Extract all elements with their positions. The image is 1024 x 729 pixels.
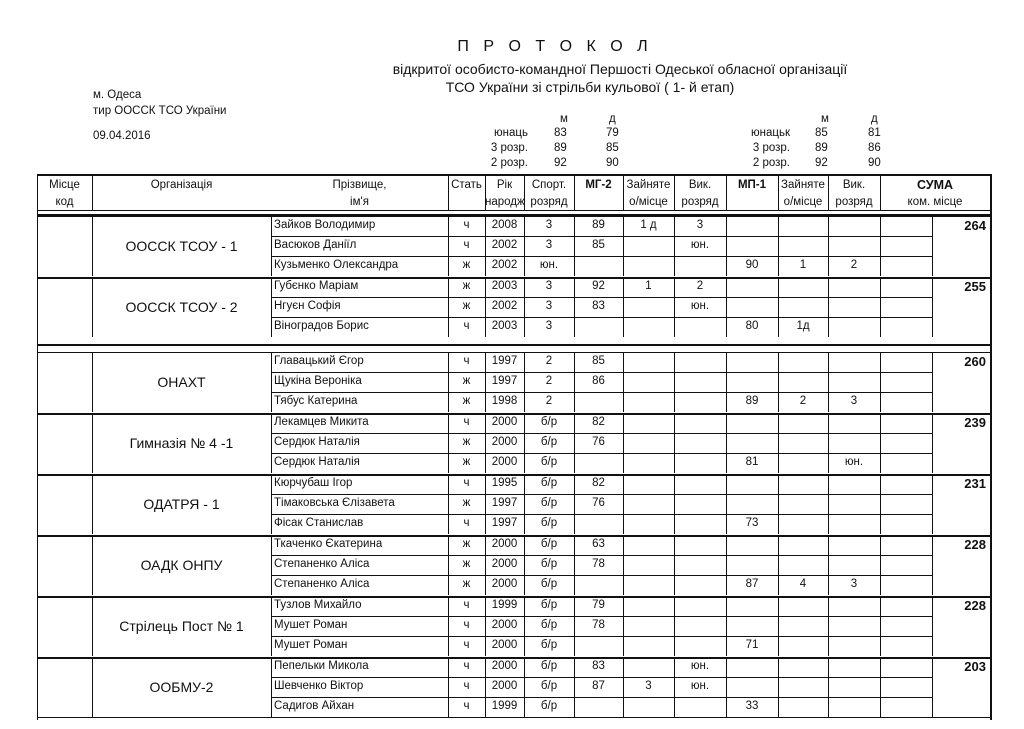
cell-year: 1998	[491, 395, 518, 407]
norm-right-d: 90	[868, 157, 881, 169]
row-col-line	[828, 596, 829, 656]
group-col-line	[271, 474, 272, 534]
cell-r1: юн.	[690, 300, 710, 312]
header-rank-mp1-line2: розряд	[835, 196, 873, 208]
cell-rank: б/р	[540, 660, 558, 672]
header-place-mp1-line2: о/місце	[783, 196, 823, 208]
cell-sex: ч	[463, 517, 470, 529]
header-col-line	[828, 174, 829, 210]
cell-year: 2002	[491, 259, 518, 271]
cell-rank: б/р	[540, 436, 558, 448]
cell-r1: 3	[696, 219, 704, 231]
participant-name: Зайков Володимир	[274, 219, 376, 231]
header-col-line	[623, 174, 624, 210]
norm-right-label: 3 розр.	[752, 142, 790, 154]
cell-year: 1997	[491, 497, 518, 509]
cell-r1: юн.	[690, 660, 710, 672]
cell-rank: 3	[545, 219, 553, 231]
cell-mp1: 80	[745, 320, 759, 332]
cell-sex: ч	[463, 219, 470, 231]
cell-mg2: 85	[592, 239, 605, 251]
norm-left-label: юнаць	[494, 127, 528, 139]
norm-right-label: юнацьк	[751, 127, 790, 139]
team-org: Гимназія № 4 -1	[129, 435, 234, 451]
norm-right-label: 2 розр.	[752, 157, 790, 169]
document-title: П Р О Т О К О Л	[457, 38, 653, 55]
participant-name: Пепельки Микола	[274, 660, 369, 672]
team-sum: 231	[964, 476, 986, 491]
group-col-line	[271, 657, 272, 717]
cell-r2: юн.	[844, 456, 864, 468]
cell-rank: 3	[545, 300, 553, 312]
cell-mg2: 83	[592, 660, 605, 672]
cell-mg2: 92	[592, 280, 605, 292]
team-sum: 260	[964, 354, 986, 369]
norm-right-d: 81	[868, 127, 881, 139]
row-col-line	[828, 277, 829, 337]
header-col-line	[524, 174, 525, 210]
cell-p2: 1	[799, 259, 807, 271]
cell-sex: ч	[463, 700, 470, 712]
cell-rank: б/р	[540, 497, 558, 509]
norm-left-col-m: м	[560, 113, 568, 125]
cell-rank: б/р	[540, 558, 558, 570]
row-col-line	[674, 413, 675, 473]
participant-name: Фісак Станислав	[274, 517, 364, 529]
cell-year: 1999	[491, 599, 518, 611]
row-line	[271, 636, 932, 637]
table-top-border	[37, 174, 990, 176]
row-col-line	[623, 535, 624, 595]
row-col-line	[674, 596, 675, 656]
row-line	[271, 677, 932, 678]
table-bottom-line	[37, 717, 990, 718]
row-col-line	[828, 474, 829, 534]
cell-mg2: 87	[592, 680, 605, 692]
group-top-line	[37, 277, 990, 279]
table-left-border	[37, 174, 38, 720]
cell-year: 2002	[491, 300, 518, 312]
norm-right-m: 85	[815, 127, 828, 139]
row-line	[271, 453, 932, 454]
header-col-line	[574, 174, 575, 210]
team-org: Стрілець Пост № 1	[119, 618, 244, 634]
group-top-line	[37, 413, 990, 415]
cell-year: 2002	[491, 239, 518, 251]
header-name-line2: ім'я	[350, 196, 369, 208]
group-top-line	[37, 216, 990, 217]
row-line	[271, 297, 932, 298]
table-right-border	[990, 174, 992, 720]
participant-name: Тімаковська Єлізавета	[274, 497, 395, 509]
header-sum-line1: СУМА	[916, 178, 954, 192]
cell-rank: б/р	[540, 456, 558, 468]
cell-sex: ж	[462, 280, 471, 292]
group-col-line	[271, 596, 272, 656]
cell-sex: ч	[463, 660, 470, 672]
cell-sex: ж	[462, 259, 471, 271]
cell-year: 2003	[491, 320, 518, 332]
participant-name: Мушет Роман	[274, 619, 348, 631]
cell-rank: б/р	[540, 477, 558, 489]
group-top-line	[37, 657, 990, 659]
group-top-line	[37, 535, 990, 537]
cell-sex: ч	[463, 320, 470, 332]
cell-p2: 2	[799, 395, 807, 407]
cell-sex: ч	[463, 416, 470, 428]
cell-rank: б/р	[540, 578, 558, 590]
cell-year: 1997	[491, 375, 518, 387]
participant-name: Кузьменко Олександра	[274, 259, 399, 271]
row-line	[271, 236, 932, 237]
participant-name: Главацький Єгор	[274, 355, 364, 367]
team-org: ОДАТРЯ - 1	[143, 496, 220, 512]
cell-sex: ж	[462, 497, 471, 509]
cell-rank: 2	[545, 375, 553, 387]
cell-sex: ж	[462, 456, 471, 468]
cell-rank: б/р	[540, 619, 558, 631]
header-col-line	[485, 174, 486, 210]
cell-sex: ч	[463, 619, 470, 631]
participant-name: Тузлов Михайло	[274, 599, 362, 611]
header-rank-line1: Спорт.	[531, 179, 567, 191]
cell-mp1: 71	[745, 639, 759, 651]
team-sum: 203	[964, 659, 986, 674]
participant-name: Щукіна Вероніка	[274, 375, 362, 387]
group-top-line	[37, 596, 990, 598]
row-col-line	[623, 413, 624, 473]
cell-rank: 2	[545, 355, 553, 367]
cell-year: 2000	[491, 680, 518, 692]
cell-p2: 4	[799, 578, 807, 590]
row-col-line	[674, 535, 675, 595]
cell-year: 2000	[491, 558, 518, 570]
cell-rank: б/р	[540, 680, 558, 692]
cell-sex: ж	[462, 578, 471, 590]
cell-rank: 3	[545, 239, 553, 251]
cell-r2: 2	[850, 259, 858, 271]
cell-mp1: 87	[745, 578, 759, 590]
norm-left-m: 83	[554, 127, 567, 139]
team-org: ООССК ТСОУ - 2	[125, 299, 238, 315]
row-line	[271, 555, 932, 556]
participant-name: Віноградов Борис	[274, 320, 369, 332]
cell-sex: ч	[463, 477, 470, 489]
cell-year: 1999	[491, 700, 518, 712]
participant-name: Васюков Даніїл	[274, 239, 357, 251]
cell-rank: б/р	[540, 517, 558, 529]
norm-right-col-m: м	[821, 113, 829, 125]
separator-line	[37, 344, 990, 346]
participant-name: Садигов Айхан	[274, 700, 355, 712]
cell-year: 2000	[491, 456, 518, 468]
city: м. Одеса	[93, 89, 142, 101]
header-rank-mg2-line2: розряд	[681, 196, 719, 208]
cell-sex: ч	[463, 355, 470, 367]
document-subtitle-line2: ТСО України зі стрільби кульової ( 1- й етап)	[445, 79, 735, 95]
header-org: Організація	[150, 179, 213, 191]
row-line	[271, 372, 932, 373]
norm-right-m: 92	[815, 157, 828, 169]
cell-rank: 3	[545, 320, 553, 332]
cell-year: 2000	[491, 436, 518, 448]
cell-mp1: 89	[745, 395, 759, 407]
cell-mg2: 86	[592, 375, 605, 387]
header-year-line1: Рік	[496, 179, 513, 191]
header-rank-mg2-line1: Вик.	[688, 179, 712, 191]
cell-r1: 2	[696, 280, 704, 292]
cell-mg2: 83	[592, 300, 605, 312]
header-rank-mp1-line1: Вик.	[842, 179, 866, 191]
participant-name: Шевченко Віктор	[274, 680, 364, 692]
participant-name: Степаненко Аліса	[274, 578, 370, 590]
cell-p1: 1	[645, 280, 652, 292]
participant-name: Нгуєн Софія	[274, 300, 341, 312]
cell-mg2: 76	[592, 436, 605, 448]
cell-year: 2008	[491, 219, 518, 231]
cell-year: 1995	[491, 477, 518, 489]
cell-year: 2000	[491, 578, 518, 590]
norm-left-m: 92	[554, 157, 567, 169]
cell-p1: 3	[645, 680, 652, 692]
header-place-line2: код	[55, 196, 74, 208]
cell-year: 2000	[491, 639, 518, 651]
cell-r2: 3	[850, 578, 858, 590]
group-col-line	[271, 277, 272, 337]
header-col-line	[674, 174, 675, 210]
header-mp1: МП-1	[737, 179, 767, 191]
group-top-line	[37, 352, 990, 353]
cell-year: 1997	[491, 355, 518, 367]
cell-sex: ч	[463, 639, 470, 651]
row-line	[271, 616, 932, 617]
group-col-line	[271, 216, 272, 276]
header-place-mg2-line2: о/місце	[629, 196, 668, 208]
cell-sex: ч	[463, 680, 470, 692]
row-line	[271, 433, 932, 434]
cell-mp1: 81	[745, 456, 759, 468]
norm-right-col-d: д	[871, 113, 878, 125]
cell-sex: ж	[462, 300, 471, 312]
header-col-line	[778, 174, 779, 210]
cell-mg2: 76	[592, 497, 605, 509]
norm-left-m: 89	[554, 142, 567, 154]
row-line	[271, 697, 932, 698]
cell-r1: юн.	[690, 239, 710, 251]
results-table	[37, 174, 990, 720]
cell-rank: б/р	[540, 416, 558, 428]
cell-rank: б/р	[540, 700, 558, 712]
cell-mg2: 79	[592, 599, 605, 611]
row-col-line	[623, 474, 624, 534]
row-col-line	[623, 596, 624, 656]
cell-mg2: 85	[592, 355, 605, 367]
row-col-line	[828, 657, 829, 717]
row-col-line	[623, 352, 624, 412]
date: 09.04.2016	[93, 130, 151, 142]
cell-rank: б/р	[540, 639, 558, 651]
header-sex: Стать	[451, 179, 482, 191]
cell-rank: 3	[545, 280, 553, 292]
cell-rank: юн.	[539, 259, 559, 271]
norm-left-col-d: д	[609, 113, 616, 125]
header-place-line1: Місце	[49, 179, 80, 191]
team-org: ООБМУ-2	[149, 679, 214, 695]
group-col-line	[271, 413, 272, 473]
participant-name: Кюрчубаш Ігор	[274, 477, 353, 489]
header-col-line	[726, 174, 727, 210]
row-line	[271, 575, 932, 576]
cell-year: 2000	[491, 538, 518, 550]
cell-rank: б/р	[540, 538, 558, 550]
norm-left-label: 2 розр.	[490, 157, 528, 169]
venue: тир ООССК ТСО України	[93, 105, 227, 117]
cell-rank: б/р	[540, 599, 558, 611]
cell-mg2: 82	[592, 416, 605, 428]
row-line	[271, 392, 932, 393]
participant-name: Сердюк Наталія	[274, 436, 360, 448]
header-place-mg2-line1: Зайняте	[626, 179, 671, 191]
team-org: ООССК ТСОУ - 1	[125, 238, 238, 254]
participant-name: Степаненко Аліса	[274, 558, 370, 570]
row-col-line	[778, 413, 779, 473]
row-line	[271, 494, 932, 495]
header-rank-line2: розряд	[530, 196, 568, 208]
document-subtitle-line1: відкритої особисто-командної Першості Одеської обласної організації	[392, 61, 848, 77]
norm-left-d: 79	[606, 127, 619, 139]
cell-sex: ч	[463, 239, 470, 251]
participant-name: Сердюк Наталія	[274, 456, 360, 468]
row-col-line	[778, 474, 779, 534]
group-col-line	[271, 352, 272, 412]
cell-mp1: 90	[745, 259, 759, 271]
cell-mg2: 89	[592, 219, 605, 231]
cell-sex: ж	[462, 375, 471, 387]
group-col-line	[271, 535, 272, 595]
team-sum: 264	[964, 218, 986, 233]
team-org: ОНАХТ	[157, 374, 206, 390]
header-bottom-line	[37, 210, 990, 211]
row-line	[271, 514, 932, 515]
team-sum: 228	[964, 537, 986, 552]
cell-sex: ж	[462, 395, 471, 407]
cell-year: 1997	[491, 517, 518, 529]
row-col-line	[674, 352, 675, 412]
participant-name: Губєнко Маріам	[274, 280, 359, 292]
cell-sex: ж	[462, 538, 471, 550]
cell-sex: ж	[462, 436, 471, 448]
cell-year: 2003	[491, 280, 518, 292]
cell-p2: 1д	[796, 320, 810, 332]
cell-mp1: 33	[745, 700, 759, 712]
team-org: ОАДК ОНПУ	[140, 557, 223, 573]
cell-year: 2000	[491, 416, 518, 428]
cell-r1: юн.	[690, 680, 710, 692]
header-col-line	[448, 174, 449, 210]
cell-mg2: 82	[592, 477, 605, 489]
header-place-mp1-line1: Зайняте	[781, 179, 825, 191]
cell-p1: 1 д	[640, 219, 657, 231]
team-sum: 255	[964, 279, 986, 294]
cell-mg2: 78	[592, 558, 605, 570]
norm-right-m: 89	[815, 142, 828, 154]
row-line	[271, 317, 932, 318]
header-mg2: МГ-2	[585, 179, 612, 191]
norm-left-d: 85	[606, 142, 619, 154]
cell-year: 2000	[491, 619, 518, 631]
participant-name: Тябус Катерина	[274, 395, 358, 407]
group-top-line	[37, 474, 990, 476]
header-col-line	[92, 174, 93, 210]
header-sum-line2: ком. місце	[907, 196, 963, 208]
participant-name: Лекамцев Микита	[274, 416, 369, 428]
cell-sex: ж	[462, 558, 471, 570]
participant-name: Ткаченко Єкатерина	[274, 538, 383, 550]
header-name-line1: Прізвище,	[332, 179, 387, 191]
row-line	[271, 256, 932, 257]
cell-mp1: 73	[745, 517, 759, 529]
row-col-line	[674, 474, 675, 534]
cell-mg2: 63	[592, 538, 605, 550]
team-sum: 228	[964, 598, 986, 613]
team-sum: 239	[964, 415, 986, 430]
norm-left-label: 3 розр.	[490, 142, 528, 154]
norm-left-d: 90	[606, 157, 619, 169]
cell-rank: 2	[545, 395, 553, 407]
participant-name: Мушет Роман	[274, 639, 348, 651]
cell-r2: 3	[850, 395, 858, 407]
row-col-line	[778, 596, 779, 656]
row-col-line	[778, 657, 779, 717]
header-year-line2: народж	[485, 196, 525, 208]
norm-right-d: 86	[868, 142, 881, 154]
cell-mg2: 78	[592, 619, 605, 631]
header-col-line	[880, 174, 881, 210]
cell-sex: ч	[463, 599, 470, 611]
cell-year: 2000	[491, 660, 518, 672]
